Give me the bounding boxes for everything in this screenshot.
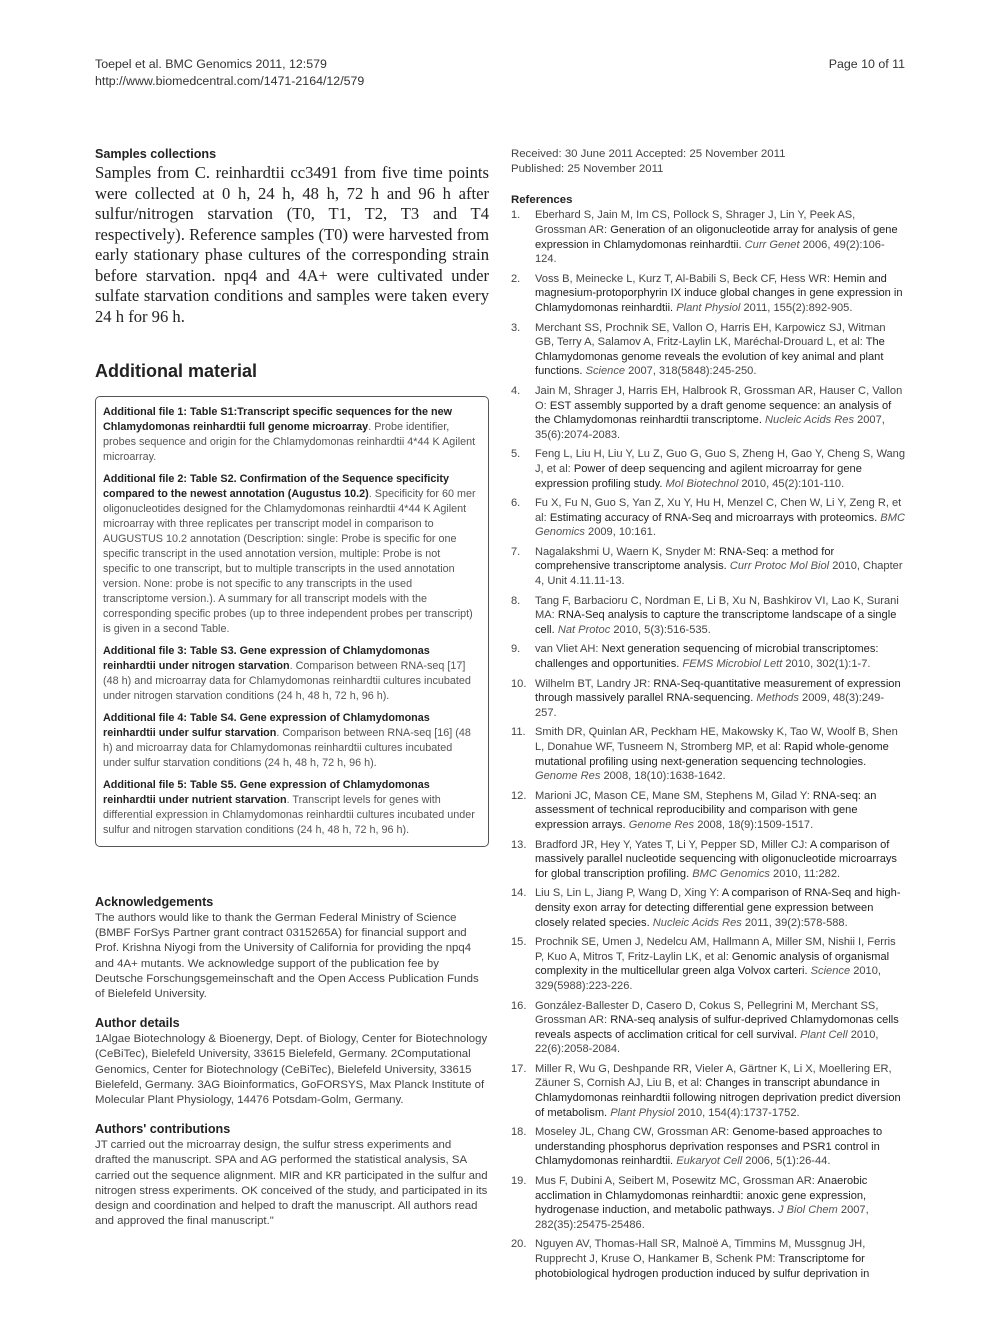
right-column (511, 147, 905, 1286)
reference-journal: J Biol Chem (778, 1204, 838, 1217)
reference-authors: Nguyen AV, Thomas-Hall SR, Malnoë A, Timmins M, Mussgnug JH, Rupprecht J, Kruse O, Hankamer B, Schenk PM: (535, 1238, 866, 1265)
reference-number: 18. (511, 1126, 527, 1139)
reference-number: 4. (511, 384, 521, 397)
reference-number: 8. (511, 594, 521, 607)
reference-authors: Feng L, Liu H, Liu Y, Lu Z, Guo G, Guo S, Zheng H, Gao Y, Cheng S, Wang J, et al: (535, 448, 906, 475)
page-header (95, 56, 905, 90)
reference-journal: Nat Protoc (557, 623, 611, 636)
additional-file-2[interactable]: Additional file 2: Table S2. Confirmation of the Sequence specificity compared to the newest annotation (Augustus 10.2). Specificity for 60 mer oligonucleotides designed for the Chlamydomonas reinhardtii 4*44 K Agilent microarray with three replicates per transcript model in comparison to AUGUSTUS 10.2 annotation (Description: single: Probe is specific for one specific transcript in the used annotation version, multiple: Probe is not specific to one transcript, but to multiple transcripts in the used annotation version. None: probe is not specific to any transcripts in the used transcriptome version.). A summary for all transcript models with the corresponding specific probes (up to three independent probes per transcript) is given in a second Table. (103, 473, 476, 635)
article-url[interactable]: http://www.biomedcentral.com/1471-2164/12/579 (95, 74, 365, 88)
reference-item (511, 272, 905, 316)
reference-number: 10. (511, 677, 527, 690)
reference-number: 12. (511, 789, 527, 802)
reference-number: 5. (511, 448, 521, 461)
reference-authors: Mus F, Dubini A, Seibert M, Posewitz MC, Grossman AR: (535, 1175, 815, 1188)
reference-title[interactable]: RNA-Seq analysis to capture the transcriptome landscape of a single cell. (535, 609, 897, 636)
reference-title[interactable]: Genomic analysis of organismal complexity in the multicellular green alga Volvox carteri. (535, 950, 890, 978)
acknowledgements (95, 895, 489, 1002)
reference-journal: Science (810, 965, 851, 978)
additional-file-1[interactable]: Additional file 1: Table S1:Transcript specific sequences for the new Chlamydomonas reinhardtii full genome microarray. Probe identifier, probes sequence and origin for the Chlamydomonas reinhardtii 4*44 K Agilent microarray. (103, 406, 476, 463)
reference-journal: BMC Genomics (692, 867, 770, 880)
reference-title[interactable]: Rapid whole-genome mutational profiling using next-generation sequencing technologies. (535, 741, 889, 768)
reference-journal: Curr Genet (744, 238, 800, 251)
additional-file-4[interactable]: Additional file 4: Table S4. Gene expression of Chlamydomonas reinhardtii under sulfur starvation. Comparison between RNA-seq [16] (48 h) and microarray data for Chlamydomonas reinhardtii cultures incubated under sulfur starvation conditions (24 h, 48 h, 72 h, 96 h). (103, 712, 471, 769)
reference-item (511, 594, 905, 638)
reference-number: 16. (511, 999, 527, 1012)
reference-number: 15. (511, 936, 527, 949)
reference-authors: Prochnik SE, Umen J, Nedelcu AM, Hallmann A, Miller SM, Nishii I, Ferris P, Kuo A, Mitros T, Fritz-Laylin LK, et al: (535, 936, 896, 963)
reference-details: 2007, 35(6):2074-2083. (535, 414, 885, 441)
reference-details: 2011, 39(2):578-588. (744, 916, 848, 929)
reference-details: 2009, 48(3):249-257. (535, 692, 885, 719)
reference-journal: Eukaryot Cell (676, 1155, 743, 1168)
reference-details: 2010, 11:282. (773, 867, 841, 880)
reference-title[interactable]: Genome-based approaches to understanding phosphorus deprivation responses and PSR1 control in Chlamydomonas reinhardtii. (535, 1126, 883, 1168)
author-details-body: 1Algae Biotechnology & Bioenergy, Dept. of Biology, Center for Biotechnology (CeBiTec), Bielefeld University, 33615 Bielefeld, Germany. 2Computational Genomics, Center for Biotechnology (CeBiTec), Bielefeld University, 33615 Bielefeld, Germany. 3AG Bioinformatics, GoFORSYS, Max Planck Institute of Molecular Plant Physiology, 14476 Potsdam-Golm, Germany. (95, 1033, 488, 1107)
reference-authors: Nagalakshmi U, Waern K, Snyder M: (535, 545, 716, 558)
reference-title[interactable]: Anaerobic acclimation in Chlamydomonas reinhardtii: anoxic gene expression, hydrogenase induction, and metabolic pathways. (535, 1175, 868, 1217)
citation: Toepel et al. BMC Genomics 2011, 12:579 (95, 57, 327, 71)
reference-details: 2007, 318(5848):245-250. (628, 365, 757, 378)
reference-item (511, 1237, 905, 1281)
reference-title[interactable]: Transcriptome for photobiological hydrogen production induced by sulfur deprivation in (535, 1253, 870, 1280)
reference-journal: Plant Physiol (610, 1106, 675, 1119)
reference-authors: Voss B, Meinecke L, Kurz T, Al-Babili S, Beck CF, Hess WR: (535, 272, 831, 285)
reference-details: 2010, 302(1):1-7. (785, 658, 871, 671)
reference-title[interactable]: RNA-Seq: a method for comprehensive transcriptome analysis. (535, 545, 835, 573)
reference-title[interactable]: Hemin and magnesium-protoporphyrin IX induce global changes in gene expression in Chlamydomonas reinhardtii. (535, 272, 903, 314)
reference-journal: Curr Protoc Mol Biol (729, 560, 830, 573)
reference-item (511, 999, 905, 1057)
additional-files-box (95, 396, 489, 847)
reference-details: 2010, 22(6):2058-2084. (535, 1028, 879, 1056)
publication-dates (511, 147, 905, 177)
reference-authors: Smith DR, Quinlan AR, Peckham HE, Makowsky K, Tao W, Woolf B, Shen L, Donahue WF, Tusneem N, Stromberg MP, et al: (535, 726, 898, 753)
left-column (95, 147, 489, 1229)
reference-number: 2. (511, 272, 521, 285)
received-accepted: Received: 30 June 2011 Accepted: 25 November 2011 (511, 148, 786, 160)
reference-journal: Mol Biotechnol (665, 477, 739, 490)
samples-heading: Samples collections (95, 147, 217, 161)
author-details-heading: Author details (95, 1016, 180, 1031)
reference-item (511, 1062, 905, 1120)
page-number: Page 10 of 11 (828, 57, 905, 71)
reference-number: 14. (511, 887, 527, 900)
reference-number: 9. (511, 643, 521, 656)
reference-authors: Marioni JC, Mason CE, Mane SM, Stephens M, Gilad Y: (535, 789, 810, 802)
reference-title[interactable]: Generation of an oligonucleotide array for analysis of gene expression in Chlamydomonas reinhardtii. (535, 224, 898, 251)
reference-item (511, 642, 905, 671)
reference-authors: van Vliet AH: (535, 643, 599, 656)
reference-details: 2006, 49(2):106-124. (535, 238, 885, 266)
reference-item (511, 1174, 905, 1232)
reference-details: 2011, 155(2):892-905. (743, 301, 853, 314)
published-date: Published: 25 November 2011 (511, 163, 664, 176)
acknowledgements-heading: Acknowledgements (95, 895, 214, 909)
reference-number: 13. (511, 838, 527, 851)
reference-item (511, 838, 905, 882)
reference-details: 2008, 18(9):1509-1517. (697, 818, 814, 831)
reference-item (511, 545, 905, 589)
reference-details: 2008, 18(10):1638-1642. (603, 770, 726, 783)
reference-details: 2010, 45(2):101-110. (741, 477, 845, 490)
reference-title[interactable]: Changes in transcript abundance in Chlamydomonas reinhardtii following nitrogen deprivation predict diversion of metabolism. (535, 1077, 901, 1119)
additional-file-3[interactable]: Additional file 3: Table S3. Gene expression of Chlamydomonas reinhardtii under nitrogen starvation. Comparison between RNA-seq [17] (48 h) and microarray data for Chlamydomonas reinhardtii cultures incubated under nitrogen starvation conditions (24 h, 48 h, 72 h, 96 h). (103, 645, 471, 702)
reference-number: 6. (511, 497, 521, 510)
reference-journal: Genome Res (628, 818, 695, 831)
reference-number: 3. (511, 321, 521, 334)
reference-authors: Moseley JL, Chang CW, Grossman AR: (535, 1126, 730, 1139)
reference-details: 2009, 10:161. (588, 526, 656, 539)
reference-title[interactable]: EST assembly supported by a draft genome sequence: an analysis of the Chlamydomonas reinhardtii transcriptome. (535, 399, 892, 427)
reference-journal: Genome Res (535, 770, 601, 783)
reference-title[interactable]: The Chlamydomonas genome reveals the evolution of key animal and plant functions. (535, 336, 885, 378)
reference-authors: Liu S, Lin L, Jiang P, Wang D, Xing Y: (535, 887, 720, 900)
reference-journal: BMC Genomics (535, 511, 905, 539)
references-heading: References (511, 194, 573, 207)
author-details (95, 1016, 489, 1108)
reference-authors: Tang F, Barbacioru C, Nordman E, Li B, Xu N, Bashkirov VI, Lao K, Surani MA: (535, 594, 899, 622)
reference-journal: Nucleic Acids Res (765, 414, 854, 427)
reference-title[interactable]: A comparison of massively parallel nucleotide sequencing with oligonucleotide microarrays for global transcription profiling. (535, 838, 897, 880)
reference-item (511, 496, 905, 540)
reference-item (511, 384, 905, 442)
additional-material-heading: Additional material (95, 361, 258, 381)
reference-number: 7. (511, 545, 521, 558)
reference-details: 2010, 329(5988):223-226. (535, 965, 881, 992)
reference-title[interactable]: Power of deep sequencing and agilent microarray for gene expression profiling study. (535, 462, 862, 490)
reference-journal: FEMS Microbiol Lett (682, 658, 783, 671)
contributions-heading: Authors' contributions (95, 1122, 231, 1137)
contributions-body: JT carried out the microarray design, the sulfur stress experiments and drafted the manuscript. SPA and AG performed the statistical analysis, SA carried out the sequence alignment. MIR and KR participated in the sulfur and nitrogen stress experiments. OK conceived of the study, and participated in its design and coordination and helped to draft the manuscript. All authors read and approved the final manuscript." (95, 1139, 488, 1228)
reference-authors: Miller R, Wu G, Deshpande RR, Vieler A, Gärtner K, Li X, Moellering ER, Zäuner S, Cornish AJ, Liu B, et al: (535, 1062, 892, 1090)
additional-file-5[interactable]: Additional file 5: Table S5. Gene expression of Chlamydomonas reinhardtii under nutrient starvation. Transcript levels for genes with differential expression in Chlamydomonas reinhardtii cultures incubated under sulfur and nitrogen starvation conditions (24 h, 48 h, 72 h, 96 h). (103, 779, 475, 836)
reference-item (511, 886, 905, 930)
reference-authors: Eberhard S, Jain M, Im CS, Pollock S, Shrager J, Lin Y, Peek AS, Grossman AR: (535, 209, 856, 236)
reference-journal: Plant Cell (800, 1028, 848, 1041)
reference-number: 20. (511, 1238, 527, 1251)
reference-item (511, 208, 905, 266)
reference-title[interactable]: RNA-seq analysis of sulfur-deprived Chlamydomonas cells reveals aspects of acclimation critical for cell survival. (535, 1014, 899, 1041)
reference-item (511, 935, 905, 993)
reference-number: 1. (511, 209, 521, 222)
reference-item (511, 677, 905, 721)
reference-journal: Methods (756, 692, 799, 705)
reference-journal: Science (585, 365, 626, 378)
reference-number: 17. (511, 1062, 527, 1075)
reference-item (511, 447, 905, 491)
reference-authors: Jain M, Shrager J, Harris EH, Halbrook R, Grossman AR, Hauser C, Vallon O: (535, 384, 903, 412)
reference-authors: Fu X, Fu N, Guo S, Yan Z, Xu Y, Hu H, Menzel C, Chen W, Li Y, Zeng R, et al: (535, 497, 902, 524)
samples-body: Samples from C. reinhardtii cc3491 from five time points were collected at 0 h, 24 h, 48 h, 72 h and 96 h after sulfur/nitrogen starvation (T0, T1, T2, T3 and T4 respectively). Reference samples (T0) were harvested from early stationary phase cultures of the corresponding strain before starvation. npq4 and 4A+ were cultivated under sulfate starvation conditions and samples were taken every 24 h for 96 h. (95, 163, 489, 326)
reference-title[interactable]: Next generation sequencing of microbial transcriptomes: challenges and opportunities. (535, 643, 879, 671)
reference-details: 2007, 282(35):25475-25486. (535, 1204, 869, 1231)
reference-authors: Bradford JR, Hey Y, Yates T, Li Y, Pepper SD, Miller CJ: (535, 838, 808, 851)
reference-title[interactable]: RNA-seq: an assessment of technical reproducibility and comparison with gene expression arrays. (535, 789, 877, 831)
reference-item (511, 789, 905, 833)
authors-contributions (95, 1122, 489, 1229)
reference-authors: Wilhelm BT, Landry JR: (535, 677, 651, 690)
reference-details: 2010, 154(4):1737-1752. (677, 1106, 800, 1119)
reference-number: 19. (511, 1175, 527, 1188)
reference-details: 2006, 5(1):26-44. (745, 1155, 831, 1168)
reference-details: 2010, Chapter 4, Unit 4.11.11-13. (535, 560, 903, 588)
reference-authors: González-Ballester D, Casero D, Cokus S, Pellegrini M, Merchant SS, Grossman AR: (535, 999, 879, 1027)
reference-item (511, 1125, 905, 1169)
reference-journal: Plant Physiol (676, 301, 741, 314)
reference-title[interactable]: Estimating accuracy of RNA-Seq and microarrays with proteomics. (549, 511, 878, 524)
reference-item (511, 321, 905, 379)
reference-title[interactable]: A comparison of RNA-Seq and high-density exon array for detecting differential gene expression between closely related species. (535, 887, 901, 929)
references-list (511, 208, 905, 1281)
reference-item (511, 725, 905, 783)
reference-title[interactable]: RNA-Seq-quantitative measurement of expression through massively parallel RNA-sequencing. (535, 677, 901, 705)
acknowledgements-body: The authors would like to thank the German Federal Ministry of Science (BMBF ForSys Partner grant contract 0315265A) for financial support and Prof. Krishna Niyogi from the University of California for providing the npq4 and 4A+ mutants. We acknowledge support of the publication fee by Deutsche Forschungsgemeinschaft and the Open Access Publication Funds of Bielefeld University. (95, 912, 479, 1001)
reference-number: 11. (511, 726, 526, 739)
reference-authors: Merchant SS, Prochnik SE, Vallon O, Harris EH, Karpowicz SJ, Witman GB, Terry A, Salamov A, Fritz-Laylin LK, Maréchal-Drouard L, et al: (535, 321, 886, 349)
reference-journal: Nucleic Acids Res (652, 916, 742, 929)
reference-details: 2010, 5(3):516-535. (613, 623, 711, 636)
